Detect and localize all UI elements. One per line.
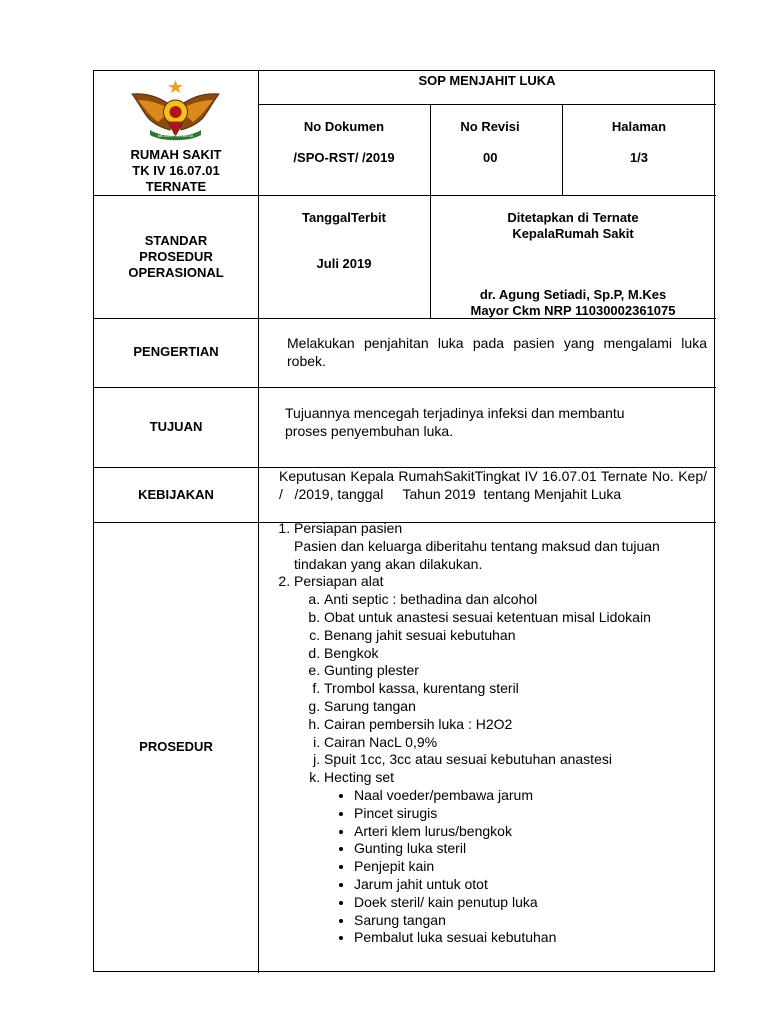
hecting-set-item: • Doek steril/ kain penutup luka: [354, 894, 710, 912]
hospital-name-line-2: TK IV 16.07.01: [132, 163, 220, 178]
equipment-item: [324, 751, 710, 769]
step-2-title: 2. Persiapan alat: [294, 573, 384, 590]
hecting-set-item: • Pembalut luka sesuai kebutuhan: [354, 929, 710, 947]
document-title: SOP MENJAHIT LUKA: [418, 73, 556, 88]
hospital-name: [94, 147, 258, 195]
sop-document-table: [93, 70, 715, 972]
equipment-item: [324, 769, 710, 947]
page-label: Halaman: [611, 119, 667, 134]
hospital-name-line-3: TERNATE: [145, 179, 207, 194]
equipment-item-label: Hecting set: [324, 769, 395, 786]
equipment-item-label: Cairan NacL 0,9%: [324, 733, 438, 750]
sop-type-line-2: PROSEDUR: [139, 249, 213, 264]
sop-type-line-3: OPERASIONAL: [128, 265, 224, 280]
procedure-step-2: [294, 573, 710, 947]
equipment-item-label: Spuit 1cc, 3cc atau sesuai kebutuhan anastesi: [324, 751, 612, 768]
hecting-set-item: • Gunting luka steril: [354, 840, 710, 858]
equipment-item-label: Cairan pembersih luka : H2O2: [324, 715, 513, 732]
approval-title: KepalaRumah Sakit: [512, 226, 634, 241]
equipment-item: [324, 698, 710, 716]
page-value: 1/3: [629, 150, 649, 165]
hecting-set-item: • Sarung tangan: [354, 912, 710, 930]
approval-block: [430, 210, 716, 242]
equipment-item: [324, 716, 710, 734]
issue-date-value: Juli 2019: [316, 256, 372, 271]
equipment-item-label: Bengkok: [324, 644, 379, 661]
equipment-item: [324, 591, 710, 609]
revision-value: 00: [483, 150, 498, 165]
hecting-set-item: • Pincet sirugis: [354, 805, 710, 823]
pengertian-label: PENGERTIAN: [133, 344, 219, 359]
sop-type: [94, 233, 258, 281]
doc-number-label: No Dokumen: [303, 119, 385, 134]
equipment-item-label: Obat untuk anastesi sesuai ketentuan misal Lidokain: [324, 608, 651, 625]
signer-name: dr. Agung Setiadi, Sp.P, M.Kes: [479, 287, 667, 302]
hecting-set-item: • Jarum jahit untuk otot: [354, 876, 710, 894]
kebijakan-text: Keputusan Kepala RumahSakitTingkat IV 16.07.01 Ternate No. Kep/ / /2019, tanggal Tahun 2019 tentang Menjahit Luka: [279, 468, 715, 502]
equipment-item: [324, 609, 710, 627]
tujuan-label: TUJUAN: [149, 419, 203, 434]
issue-date-label: TanggalTerbit: [301, 210, 387, 225]
prosedur-label: PROSEDUR: [139, 739, 213, 754]
tujuan-text: Tujuannya mencegah terjadinya infeksi dan membantu proses penyembuhan luka.: [285, 405, 625, 439]
equipment-item: [324, 734, 710, 752]
revision-label: No Revisi: [460, 119, 520, 134]
hecting-set-list: [324, 787, 710, 947]
equipment-item-label: Sarung tangan: [324, 697, 416, 714]
signer-block: [430, 287, 716, 319]
logo-motto-text: MESA AYYA LAKSA: [157, 133, 194, 138]
equipment-item: [324, 662, 710, 680]
procedure-list: [270, 520, 710, 947]
signer-rank: Mayor Ckm NRP 11030002361075: [470, 303, 676, 318]
sop-type-line-1: STANDAR: [144, 233, 208, 248]
hospital-name-line-1: RUMAH SAKIT: [130, 147, 222, 162]
equipment-item-label: Anti septic : bethadina dan alcohol: [324, 591, 538, 608]
equipment-list: [294, 591, 710, 947]
kebijakan-label: KEBIJAKAN: [138, 487, 214, 502]
equipment-item: [324, 645, 710, 663]
step-1-title: 1. Persiapan pasien: [294, 520, 403, 536]
equipment-item: [324, 680, 710, 698]
hecting-set-item: • Arteri klem lurus/bengkok: [354, 823, 710, 841]
doc-number-value: /SPO-RST/ /2019: [293, 150, 395, 165]
step-1-text: Pasien dan keluarga diberitahu tentang maksud dan tujuan tindakan yang akan dilakukan.: [294, 537, 660, 572]
pengertian-text: Melakukan penjahitan luka pada pasien yang mengalami luka robek.: [287, 335, 707, 369]
equipment-item-label: Gunting plester: [324, 662, 419, 679]
hecting-set-item: • Penjepit kain: [354, 858, 710, 876]
equipment-item-label: Benang jahit sesuai kebutuhan: [324, 626, 516, 643]
hecting-set-item: • Naal voeder/pembawa jarum: [354, 787, 710, 805]
approval-place: Ditetapkan di Ternate: [507, 210, 639, 225]
procedure-step-1: [294, 520, 710, 573]
equipment-item-label: Trombol kassa, kurentang steril: [324, 680, 519, 697]
equipment-item: [324, 627, 710, 645]
